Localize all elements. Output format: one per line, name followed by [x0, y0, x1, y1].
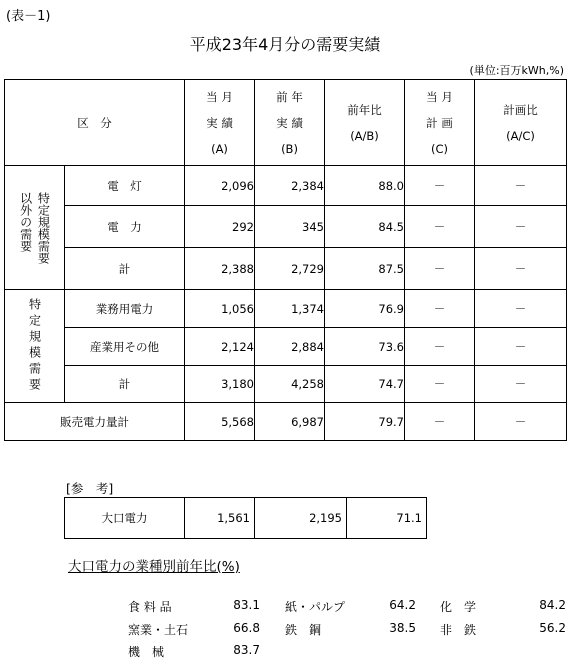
- cell-prev: 4,258: [255, 366, 325, 403]
- table-row: [5, 328, 567, 366]
- group-label-col1: 以外の需要: [18, 191, 33, 252]
- table-row-total: [5, 403, 567, 441]
- industry-name: 鉄 鋼: [285, 623, 322, 637]
- cell-current: 1,056: [185, 290, 255, 328]
- row-label: 産業用その他: [65, 328, 185, 366]
- cell-plan: －: [405, 166, 475, 206]
- industry-value: 56.2: [539, 621, 566, 635]
- cell-current: 2,096: [185, 166, 255, 206]
- cell-ratio: 79.7: [325, 403, 405, 441]
- cell-plan-ratio: －: [475, 166, 567, 206]
- header-plan-ratio: [475, 80, 567, 166]
- unit-note: (単位:百万kWh,%): [469, 64, 564, 77]
- cell-ratio: 71.1: [347, 498, 427, 539]
- group-label-specific-text: 特定規模需要: [27, 298, 42, 394]
- header-plan-line1: 当 月: [426, 89, 453, 104]
- row-label: 計: [65, 248, 185, 290]
- table-row: [5, 366, 567, 403]
- header-prev-line2: 実 績: [276, 115, 303, 130]
- row-label: 電 力: [65, 206, 185, 248]
- industry-name: 化 学: [440, 600, 477, 614]
- industry-value: 64.2: [389, 598, 416, 612]
- industry-name: 食 料 品: [128, 600, 172, 614]
- row-label: 販売電力量計: [5, 403, 185, 441]
- cell-plan: －: [405, 366, 475, 403]
- cell-ratio: 73.6: [325, 328, 405, 366]
- header-current-line3: (A): [211, 141, 228, 156]
- cell-plan: －: [405, 206, 475, 248]
- cell-current: 2,388: [185, 248, 255, 290]
- header-plan-ratio-line2: (A/C): [506, 128, 535, 143]
- cell-current: 2,124: [185, 328, 255, 366]
- cell-plan: －: [405, 290, 475, 328]
- industry-value: 66.8: [233, 621, 260, 635]
- cell-prev: 1,374: [255, 290, 325, 328]
- row-label: 計: [65, 366, 185, 403]
- header-prev: [255, 80, 325, 166]
- header-current: [185, 80, 255, 166]
- cell-current: 3,180: [185, 366, 255, 403]
- header-prev-line1: 前 年: [276, 89, 303, 104]
- cell-plan-ratio: －: [475, 248, 567, 290]
- page-title: 平成23年4月分の需要実績: [189, 35, 381, 54]
- table-row: [5, 248, 567, 290]
- row-label: 大口電力: [65, 498, 185, 539]
- cell-current: 292: [185, 206, 255, 248]
- cell-prev: 345: [255, 206, 325, 248]
- table-header-row: [5, 80, 567, 166]
- industry-name: 機 械: [128, 645, 165, 659]
- cell-plan-ratio: －: [475, 290, 567, 328]
- cell-current: 1,561: [185, 498, 255, 539]
- table-row: [5, 166, 567, 206]
- demand-table: [4, 79, 567, 441]
- group-label-specific: [5, 290, 65, 403]
- reference-table: [64, 497, 427, 539]
- industry-name: 窯業・土石: [128, 623, 189, 637]
- cell-plan-ratio: －: [475, 328, 567, 366]
- header-ratio: [325, 80, 405, 166]
- header-plan: [405, 80, 475, 166]
- cell-ratio: 74.7: [325, 366, 405, 403]
- header-current-line1: 当 月: [206, 89, 233, 104]
- cell-plan: －: [405, 328, 475, 366]
- industry-value: 84.2: [539, 598, 566, 612]
- header-ratio-line2: (A/B): [350, 128, 379, 143]
- header-plan-line3: (C): [430, 141, 448, 156]
- cell-ratio: 84.5: [325, 206, 405, 248]
- group-label-col2: 特定規模需要: [36, 191, 51, 264]
- table-number-label: (表－1): [6, 9, 51, 24]
- cell-plan-ratio: －: [475, 366, 567, 403]
- cell-plan: －: [405, 248, 475, 290]
- cell-ratio: 76.9: [325, 290, 405, 328]
- row-label: 電 灯: [65, 166, 185, 206]
- cell-plan-ratio: －: [475, 403, 567, 441]
- industry-value: 83.7: [233, 643, 260, 657]
- header-plan-line2: 計 画: [426, 115, 453, 130]
- row-label: 業務用電力: [65, 290, 185, 328]
- header-prev-line3: (B): [281, 141, 298, 156]
- industry-value: 38.5: [389, 621, 416, 635]
- reference-label: [参 考]: [66, 481, 114, 496]
- cell-current: 5,568: [185, 403, 255, 441]
- cell-prev: 2,384: [255, 166, 325, 206]
- cell-ratio: 88.0: [325, 166, 405, 206]
- cell-plan: －: [405, 403, 475, 441]
- table-row: [65, 498, 427, 539]
- header-current-line2: 実 績: [206, 115, 233, 130]
- group-label-non-specific: [5, 166, 65, 290]
- cell-plan-ratio: －: [475, 206, 567, 248]
- cell-prev: 6,987: [255, 403, 325, 441]
- industry-name: 紙・パルプ: [285, 600, 346, 614]
- cell-prev: 2,729: [255, 248, 325, 290]
- table-row: [5, 290, 567, 328]
- industry-section-title: 大口電力の業種別前年比(%): [68, 559, 240, 575]
- header-plan-ratio-line1: 計画比: [503, 102, 538, 117]
- header-ratio-line1: 前年比: [347, 102, 382, 117]
- table-row: [5, 206, 567, 248]
- industry-value: 83.1: [233, 598, 260, 612]
- cell-prev: 2,884: [255, 328, 325, 366]
- header-category: 区 分: [5, 80, 185, 166]
- industry-name: 非 鉄: [440, 623, 477, 637]
- cell-ratio: 87.5: [325, 248, 405, 290]
- cell-prev: 2,195: [255, 498, 347, 539]
